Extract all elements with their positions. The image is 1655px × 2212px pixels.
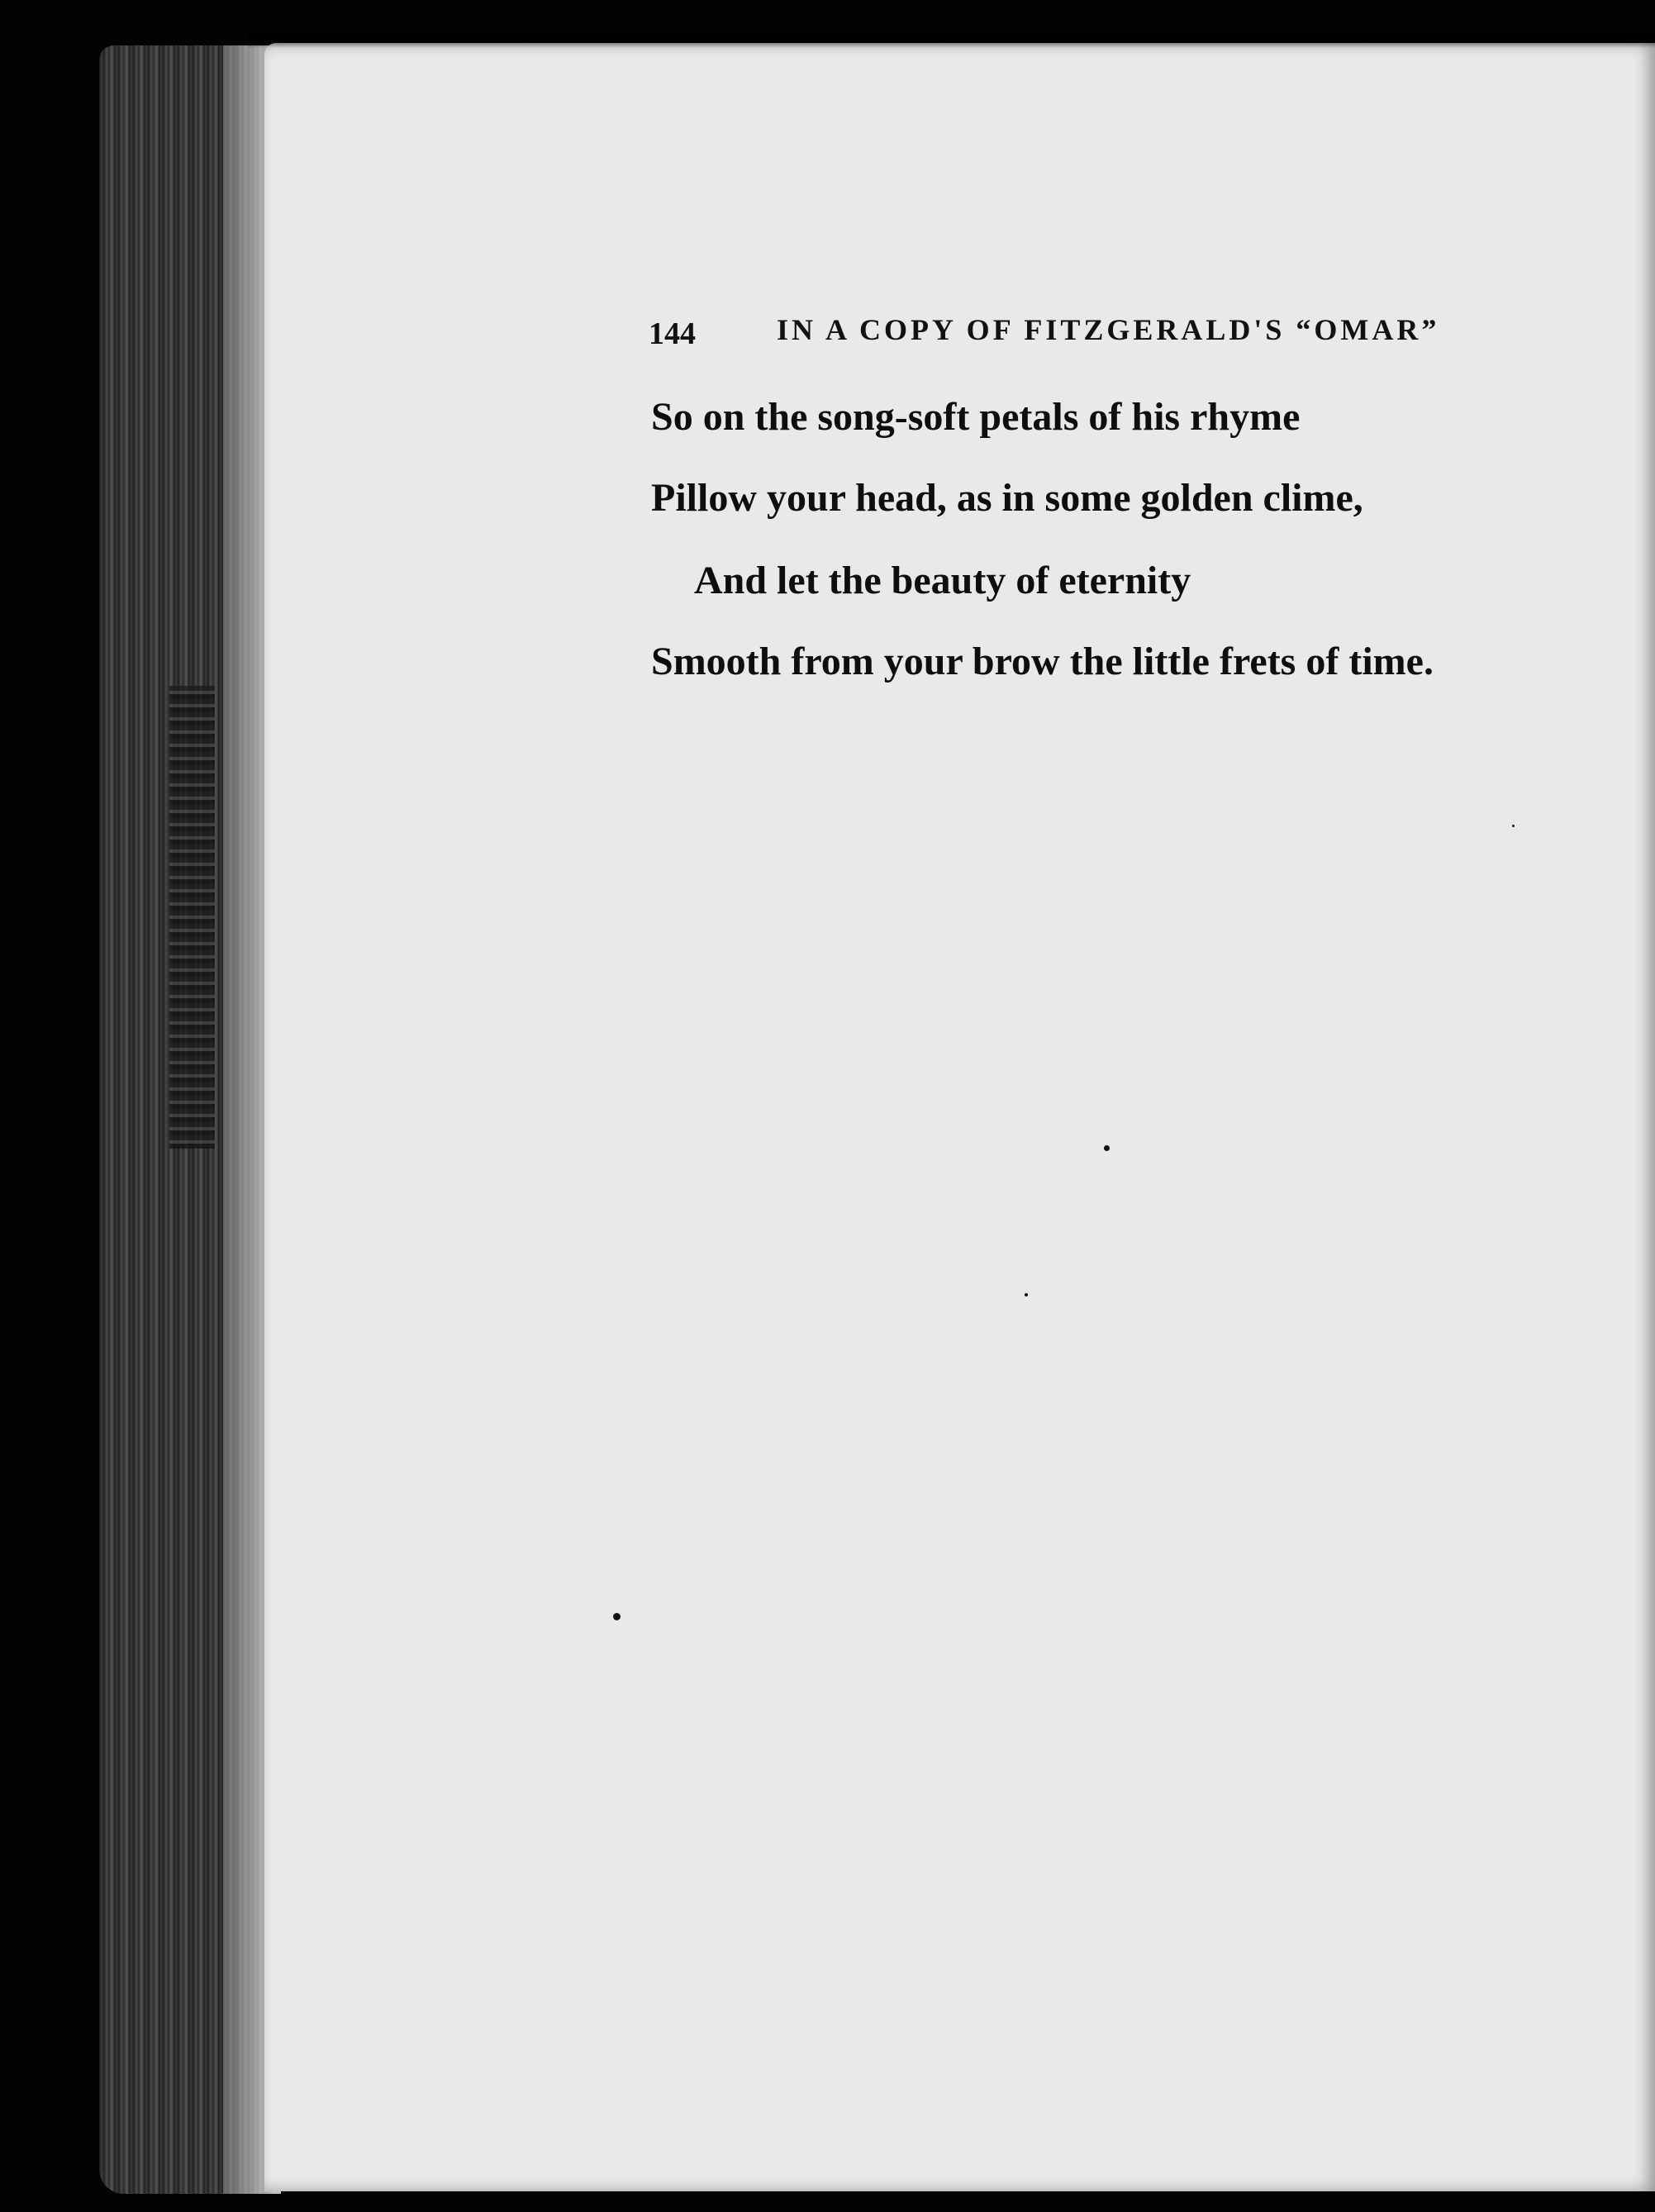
page-top-shadow [248, 33, 1655, 48]
poem-line: And let the beauty of eternity [694, 559, 1191, 602]
poem-line: Smooth from your brow the little frets of time. [651, 640, 1434, 683]
book-page [264, 43, 1655, 2191]
scan-speck [1025, 1293, 1028, 1296]
poem-line: So on the song-soft petals of his rhyme [651, 395, 1301, 439]
library-stamp [169, 686, 215, 1149]
scan-speck [1104, 1145, 1110, 1151]
running-head-title: IN A COPY OF FITZGERALD'S “OMAR” [777, 313, 1440, 346]
scan-speck [1512, 825, 1515, 827]
scan-speck [613, 1613, 621, 1620]
page-number: 144 [649, 316, 696, 351]
running-head [649, 313, 1458, 357]
poem-line: Pillow your head, as in some golden clime, [651, 476, 1363, 520]
